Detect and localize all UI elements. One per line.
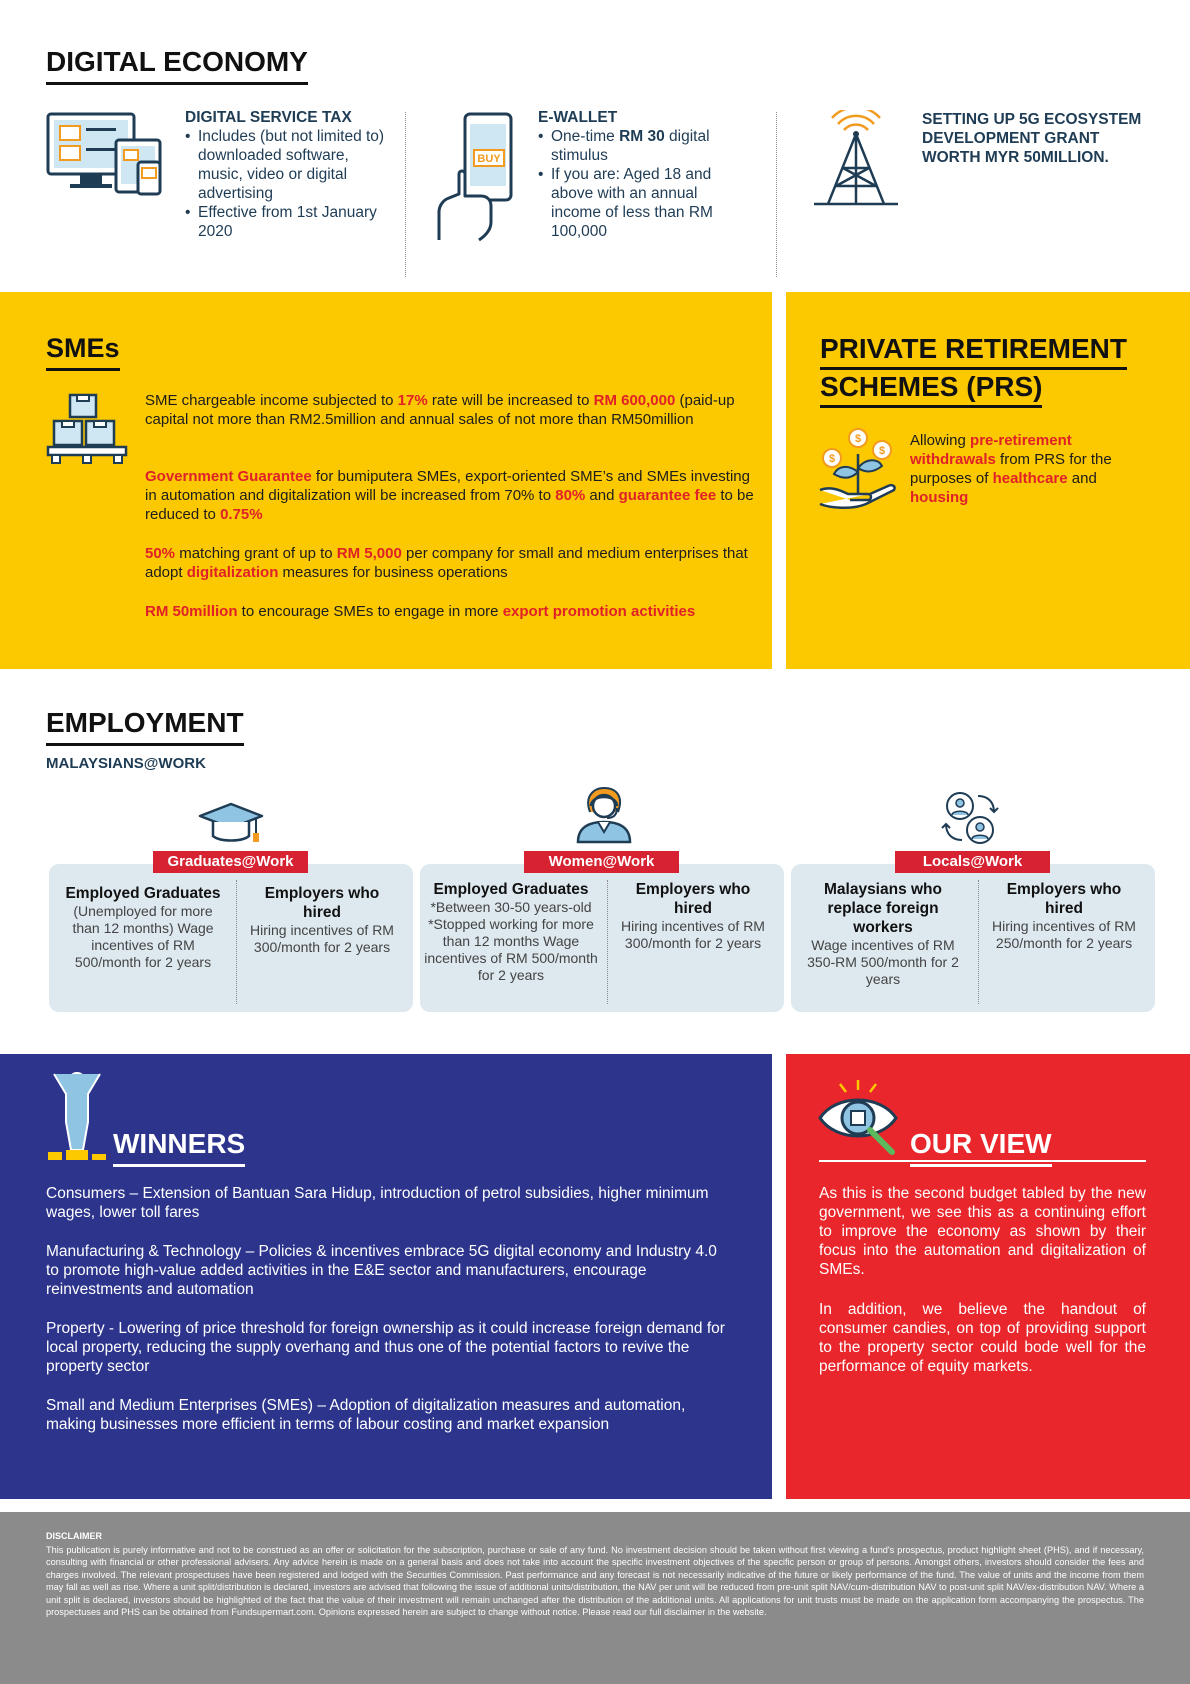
employment-title-text: EMPLOYMENT (46, 707, 244, 746)
prs-title-line-1: PRIVATE RETIREMENT (820, 332, 1127, 370)
prs-text-part: Allowing (910, 432, 971, 449)
sme-highlight: RM 50million (145, 603, 238, 620)
sme-highlight: Government Guarantee (145, 468, 312, 485)
graduates-employer-cell (250, 884, 394, 956)
phone-tap-icon (435, 112, 515, 244)
graduation-cap-icon (198, 800, 264, 846)
digital-economy-title-text: DIGITAL ECONOMY (46, 46, 308, 85)
cell-body: (Unemployed for more than 12 months) Wage incentives of RM 500/month for 2 years (72, 903, 214, 970)
ewallet-title: E-WALLET (538, 109, 618, 126)
winner-item: Property - Lowering of price threshold for foreign ownership as it could increase foreign demand for local property, reducing the supply overhang and thus one of the potential factors to revive the property sector (46, 1320, 725, 1375)
sme-paragraph-1 (145, 391, 755, 429)
sme-text: SME chargeable income subjected to (145, 392, 398, 409)
sme-text: to be reduced to (145, 487, 754, 523)
boxes-pallet-icon (46, 393, 128, 467)
prs-title (820, 332, 1127, 408)
prs-text-part: from PRS for the purposes of (910, 451, 1112, 487)
tower-5g-icon (808, 110, 904, 208)
graduates-employee-cell (60, 884, 226, 971)
winner-item: Small and Medium Enterprises (SMEs) – Adoption of digitalization measures and automation, making businesses more efficient in terms of labour costing and market expansion (46, 1397, 686, 1433)
swap-people-icon (940, 790, 1000, 846)
sme-paragraph-2 (145, 467, 755, 524)
cell-heading: Employers who hired (264, 885, 380, 921)
sme-highlight: 50% (145, 545, 176, 562)
cell-body: Wage incentives of RM 350-RM 500/month for 2 years (807, 937, 959, 987)
ewallet-bullet (538, 127, 738, 165)
svg-text:$: $ (854, 433, 862, 445)
disclaimer-text: This publication is purely informative and not to be construed as an offer or solicitation for the subscription, purchase or sale of any fund. No investment decision should be taken without first viewing a fund's prospectus, product highlight sheet (PHS), and if necessary, consulting with financial or other professional advisers. Any advice herein is made on a general basis and does not take into account the specific investment objectives of the specific person or group of persons. Amongst others, investors should consider the fees and charges involved. The relevant prospectuses have been registered and lodged with the Securities Commission. Past performance and any forecast is not necessarily indicative of the future or likely performance of the fund. The value of units and the income from them may fall as well as rise. Where a unit split/distribution is declared, investors are advised that following the issue of additional units/distribution, the NAV per unit will be reduced from pre-unit split NAV/cum-distribution NAV to post-unit split NAV/ex-distribution NAV. Where a unit split is declared, investors should be highlighted of the fact that the value of their investment will remain unchanged after the distribution of the additional units. All applications for unit trusts must be made on the application form accompanying the prospectus. The prospectuses and PHS can be obtained from Fundsupermart.com. Opinions expressed herein are subject to change without notice. Please read our full disclaimer in the website. (46, 1545, 1144, 1618)
winners-title (113, 1128, 245, 1167)
women-employee-cell (424, 880, 598, 984)
dst-block (185, 108, 385, 241)
winner-podium-icon (46, 1070, 108, 1162)
cell-body: Hiring incentives of RM 300/month for 2 years (621, 918, 765, 951)
ewallet-bullet-text: digital stimulus (551, 128, 710, 164)
column-divider (405, 112, 406, 277)
ewallet-bullet: • If you are: Aged 18 and above with an annual income of less than RM 100,000 (538, 165, 738, 241)
ewallet-bullet-text: One-time (551, 128, 620, 145)
ewallet-amount: RM 30 (619, 128, 665, 145)
graduates-badge: Graduates@Work (153, 851, 308, 873)
svg-text:$: $ (828, 453, 836, 465)
cell-body: *Between 30-50 years-old *Stopped working for more than 12 months Wage incentives of RM 500/month for 2 years (424, 899, 598, 983)
svg-text:$: $ (878, 445, 886, 457)
sme-highlight: digitalization (186, 564, 279, 581)
prs-text-part: and (1067, 470, 1097, 487)
locals-employer-cell (992, 880, 1136, 952)
woman-headset-icon (574, 786, 634, 844)
winners-title-text: WINNERS (113, 1128, 245, 1167)
sme-highlight: RM 5,000 (336, 545, 402, 562)
digital-economy-title (46, 46, 308, 85)
sme-highlight: guarantee fee (618, 487, 717, 504)
employment-title (46, 707, 244, 746)
employment-subtitle: MALAYSIANS@WORK (46, 755, 206, 772)
fiveg-block (922, 110, 1142, 167)
sme-paragraph-4 (145, 602, 755, 621)
women-employer-cell (621, 880, 765, 952)
sme-text: rate will be increased to (427, 392, 594, 409)
disclaimer-title: DISCLAIMER (46, 1531, 102, 1541)
fiveg-text: SETTING UP 5G ECOSYSTEM DEVELOPMENT GRANT WORTH MYR 50MILLION. (922, 111, 1142, 166)
sme-paragraph-3 (145, 544, 755, 582)
sme-text: for bumiputera SMEs, export-oriented SME’s and SMEs investing in automation and digitalization will be increased from 70% to (145, 468, 750, 504)
locals-badge: Locals@Work (895, 851, 1050, 873)
sme-title-text: SMEs (46, 333, 120, 371)
sme-text: matching grant of up to (175, 545, 337, 562)
sme-highlight: 17% (397, 392, 428, 409)
sme-highlight: RM 600,000 (593, 392, 676, 409)
devices-icon (46, 112, 166, 196)
cell-heading: Employers who hired (1006, 881, 1122, 917)
cell-heading: Employed Graduates (433, 881, 589, 898)
sme-title (46, 333, 120, 371)
prs-title-line-2: SCHEMES (PRS) (820, 370, 1042, 408)
ewallet-block (538, 108, 738, 241)
sme-text: measures for business operations (278, 564, 508, 581)
our-view-paragraph: In addition, we believe the handout of consumer candies, on top of providing support to the property sector could bode well for the performance of equity markets. (819, 1301, 1146, 1375)
winner-item: Manufacturing & Technology – Policies & incentives embrace 5G digital economy and Industry 4.0 to promote high-value added activities in the E&E sector and manufacturers, encourage reinvestments and automation (46, 1243, 717, 1298)
our-view-underline (819, 1160, 1146, 1162)
cell-body: Hiring incentives of RM 250/month for 2 years (992, 918, 1136, 951)
box-divider (236, 880, 237, 1004)
prs-highlight: housing (910, 489, 969, 506)
women-badge: Women@Work (524, 851, 679, 873)
sme-text: to encourage SMEs to engage in more (237, 603, 503, 620)
prs-highlight: healthcare (992, 470, 1068, 487)
sme-highlight: 80% (555, 487, 586, 504)
sme-text: (paid-up capital not more than RM2.5million and annual sales of not more than RM50million (145, 392, 735, 428)
money-plant-hand-icon (818, 424, 898, 510)
sme-text: and (585, 487, 619, 504)
sme-highlight: export promotion activities (502, 603, 696, 620)
cell-heading: Malaysians who replace foreign workers (823, 881, 942, 936)
dst-bullet: • Effective from 1st January 2020 (185, 203, 385, 241)
cell-body: Hiring incentives of RM 300/month for 2 years (250, 922, 394, 955)
sme-text: per company for small and medium enterprises that adopt (145, 545, 748, 581)
prs-text (910, 431, 1142, 507)
column-divider (776, 112, 777, 277)
prs-highlight: pre-retirement withdrawals (910, 432, 1072, 468)
box-divider (978, 880, 979, 1004)
locals-employee-cell (800, 880, 966, 988)
dst-title: DIGITAL SERVICE TAX (185, 109, 352, 126)
cell-heading: Employers who hired (635, 881, 751, 917)
sme-highlight: 0.75% (220, 506, 263, 523)
dst-bullet: • Includes (but not limited to) downloaded software, music, video or digital advertising (185, 127, 385, 203)
buy-label: BUY (477, 153, 501, 165)
our-view-paragraph: As this is the second budget tabled by the new government, we see this as a continuing effort to improve the economy as shown by their focus into the automation and digitalization of SMEs. (819, 1185, 1146, 1278)
our-view-title-text: OUR VIEW (910, 1128, 1052, 1167)
cell-heading: Employed Graduates (65, 885, 221, 902)
eye-magnifier-icon (818, 1076, 904, 1156)
winner-item: Consumers – Extension of Bantuan Sara Hidup, introduction of petrol subsidies, higher minimum wages, lower toll fares (46, 1185, 709, 1221)
box-divider (607, 880, 608, 1004)
